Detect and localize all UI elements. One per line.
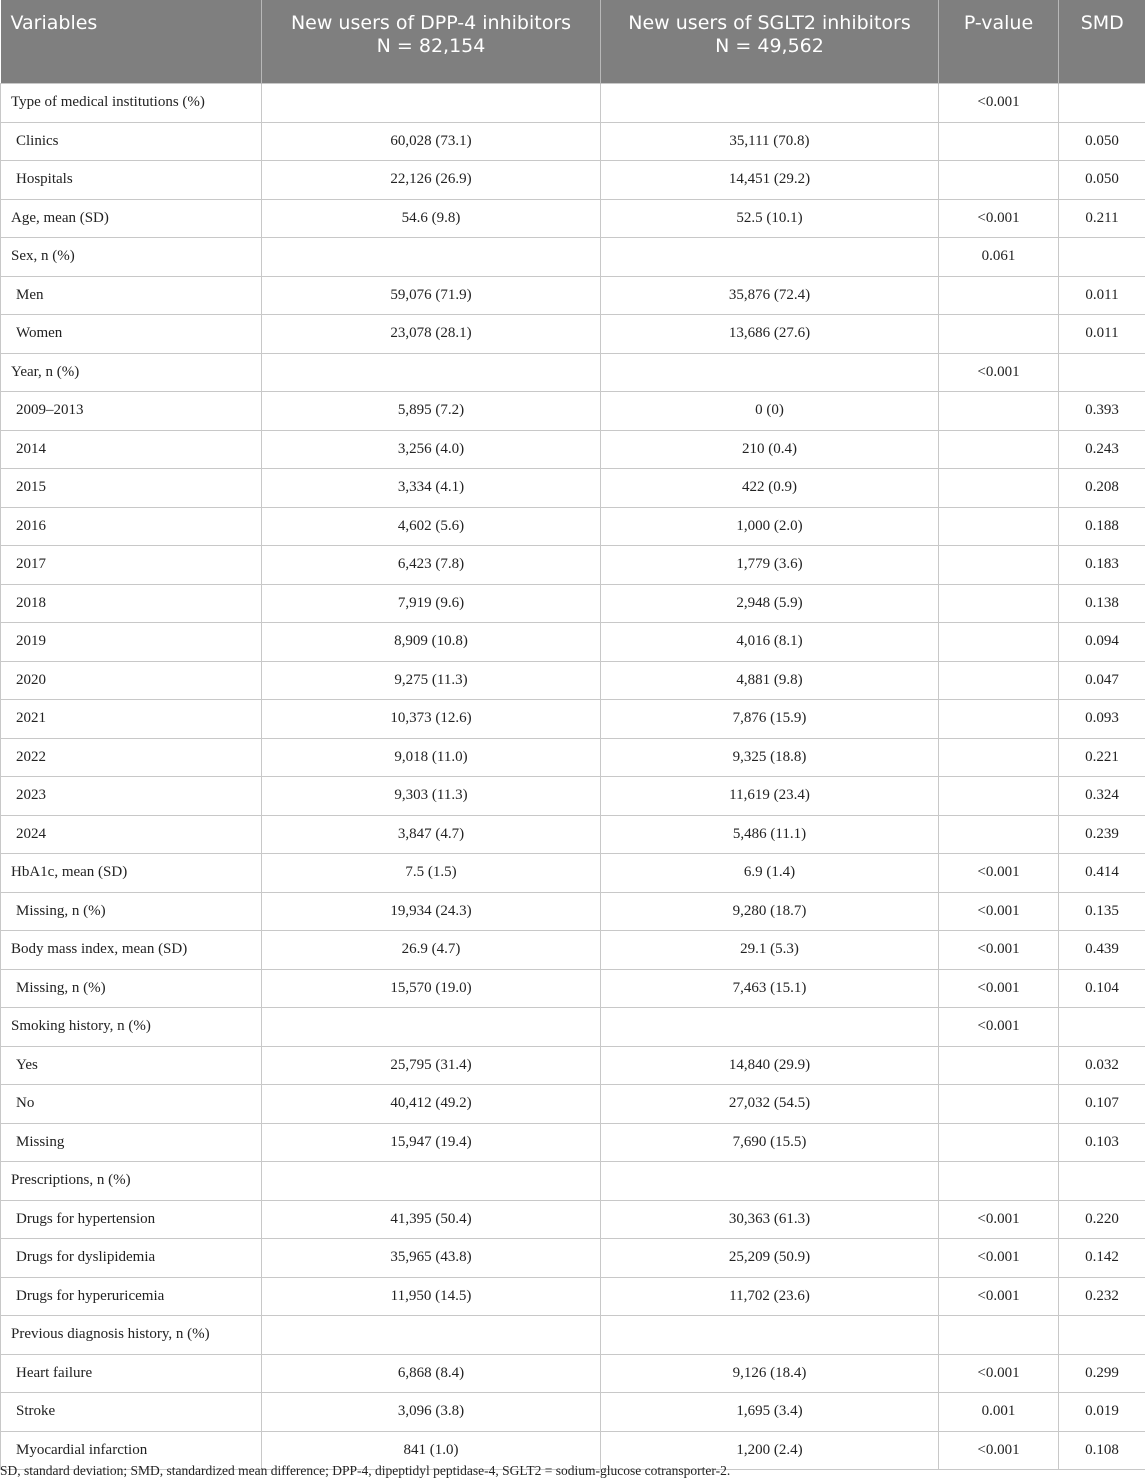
row-smd-cell bbox=[1059, 84, 1145, 123]
row-variable-cell: Missing, n (%) bbox=[1, 969, 262, 1008]
row-pvalue-cell bbox=[939, 430, 1059, 469]
table-row bbox=[1, 469, 1145, 508]
row-smd-cell: 0.211 bbox=[1059, 199, 1145, 238]
row-pvalue-cell: <0.001 bbox=[939, 931, 1059, 970]
row-sglt2-cell: 9,126 (18.4) bbox=[601, 1354, 939, 1393]
header-sglt2 bbox=[601, 0, 939, 84]
row-sglt2-cell: 52.5 (10.1) bbox=[601, 199, 939, 238]
row-dpp4-cell: 8,909 (10.8) bbox=[262, 623, 601, 662]
row-variable-cell: Drugs for dyslipidemia bbox=[1, 1239, 262, 1278]
row-variable-cell: Prescriptions, n (%) bbox=[1, 1162, 262, 1201]
header-smd: SMD bbox=[1059, 0, 1145, 84]
row-sglt2-cell: 9,280 (18.7) bbox=[601, 892, 939, 931]
row-dpp4-cell: 3,334 (4.1) bbox=[262, 469, 601, 508]
table-row bbox=[1, 738, 1145, 777]
row-dpp4-cell: 4,602 (5.6) bbox=[262, 507, 601, 546]
row-pvalue-cell: <0.001 bbox=[939, 1431, 1059, 1470]
row-smd-cell: 0.221 bbox=[1059, 738, 1145, 777]
table-row bbox=[1, 1354, 1145, 1393]
table-row bbox=[1, 161, 1145, 200]
row-dpp4-cell: 9,018 (11.0) bbox=[262, 738, 601, 777]
row-dpp4-cell: 7,919 (9.6) bbox=[262, 584, 601, 623]
row-sglt2-cell: 13,686 (27.6) bbox=[601, 315, 939, 354]
row-variable-cell: 2017 bbox=[1, 546, 262, 585]
row-variable-cell: Previous diagnosis history, n (%) bbox=[1, 1316, 262, 1355]
row-smd-cell: 0.011 bbox=[1059, 315, 1145, 354]
row-smd-cell: 0.232 bbox=[1059, 1277, 1145, 1316]
table-row bbox=[1, 1393, 1145, 1432]
row-dpp4-cell: 23,078 (28.1) bbox=[262, 315, 601, 354]
row-dpp4-cell: 54.6 (9.8) bbox=[262, 199, 601, 238]
row-variable-cell: 2024 bbox=[1, 815, 262, 854]
table-row bbox=[1, 84, 1145, 123]
row-sglt2-cell: 11,702 (23.6) bbox=[601, 1277, 939, 1316]
row-dpp4-cell: 15,570 (19.0) bbox=[262, 969, 601, 1008]
row-pvalue-cell bbox=[939, 161, 1059, 200]
row-variable-cell: Drugs for hypertension bbox=[1, 1200, 262, 1239]
row-smd-cell: 0.019 bbox=[1059, 1393, 1145, 1432]
row-smd-cell: 0.104 bbox=[1059, 969, 1145, 1008]
header-sglt2-label: New users of SGLT2 inhibitors bbox=[628, 12, 911, 34]
row-pvalue-cell bbox=[939, 738, 1059, 777]
row-pvalue-cell bbox=[939, 1162, 1059, 1201]
row-dpp4-cell: 40,412 (49.2) bbox=[262, 1085, 601, 1124]
row-dpp4-cell: 22,126 (26.9) bbox=[262, 161, 601, 200]
row-pvalue-cell bbox=[939, 700, 1059, 739]
row-pvalue-cell bbox=[939, 1123, 1059, 1162]
row-dpp4-cell: 9,303 (11.3) bbox=[262, 777, 601, 816]
row-pvalue-cell bbox=[939, 1046, 1059, 1085]
row-variable-cell: Sex, n (%) bbox=[1, 238, 262, 277]
header-dpp4-label: New users of DPP-4 inhibitors bbox=[290, 12, 572, 34]
row-sglt2-cell: 29.1 (5.3) bbox=[601, 931, 939, 970]
table-body bbox=[1, 84, 1145, 1470]
row-pvalue-cell bbox=[939, 623, 1059, 662]
row-smd-cell bbox=[1059, 1162, 1145, 1201]
row-variable-cell: Men bbox=[1, 276, 262, 315]
row-dpp4-cell bbox=[262, 1008, 601, 1047]
row-dpp4-cell: 3,847 (4.7) bbox=[262, 815, 601, 854]
table-row bbox=[1, 353, 1145, 392]
row-pvalue-cell bbox=[939, 315, 1059, 354]
table-row bbox=[1, 1162, 1145, 1201]
row-pvalue-cell: <0.001 bbox=[939, 1239, 1059, 1278]
header-dpp4-n: N = 82,154 bbox=[376, 35, 486, 57]
row-pvalue-cell bbox=[939, 469, 1059, 508]
row-variable-cell: HbA1c, mean (SD) bbox=[1, 854, 262, 893]
row-sglt2-cell: 6.9 (1.4) bbox=[601, 854, 939, 893]
row-smd-cell bbox=[1059, 353, 1145, 392]
row-sglt2-cell: 1,200 (2.4) bbox=[601, 1431, 939, 1470]
table-header bbox=[1, 0, 1145, 84]
table-row bbox=[1, 315, 1145, 354]
table-row bbox=[1, 584, 1145, 623]
row-pvalue-cell: <0.001 bbox=[939, 1200, 1059, 1239]
row-variable-cell: Yes bbox=[1, 1046, 262, 1085]
row-variable-cell: Heart failure bbox=[1, 1354, 262, 1393]
row-smd-cell: 0.208 bbox=[1059, 469, 1145, 508]
row-pvalue-cell: <0.001 bbox=[939, 1277, 1059, 1316]
row-variable-cell: Smoking history, n (%) bbox=[1, 1008, 262, 1047]
row-sglt2-cell: 2,948 (5.9) bbox=[601, 584, 939, 623]
row-variable-cell: 2022 bbox=[1, 738, 262, 777]
row-smd-cell: 0.138 bbox=[1059, 584, 1145, 623]
row-sglt2-cell bbox=[601, 238, 939, 277]
row-sglt2-cell: 210 (0.4) bbox=[601, 430, 939, 469]
row-smd-cell: 0.107 bbox=[1059, 1085, 1145, 1124]
row-variable-cell: Stroke bbox=[1, 1393, 262, 1432]
header-variables: Variables bbox=[1, 0, 262, 84]
table-row bbox=[1, 1123, 1145, 1162]
row-smd-cell: 0.103 bbox=[1059, 1123, 1145, 1162]
row-sglt2-cell: 422 (0.9) bbox=[601, 469, 939, 508]
row-pvalue-cell: 0.001 bbox=[939, 1393, 1059, 1432]
header-dpp4 bbox=[262, 0, 601, 84]
row-dpp4-cell: 841 (1.0) bbox=[262, 1431, 601, 1470]
table-row bbox=[1, 854, 1145, 893]
table-row bbox=[1, 892, 1145, 931]
row-smd-cell: 0.239 bbox=[1059, 815, 1145, 854]
row-dpp4-cell: 11,950 (14.5) bbox=[262, 1277, 601, 1316]
table-row bbox=[1, 931, 1145, 970]
row-smd-cell: 0.439 bbox=[1059, 931, 1145, 970]
row-smd-cell: 0.011 bbox=[1059, 276, 1145, 315]
row-smd-cell: 0.188 bbox=[1059, 507, 1145, 546]
row-dpp4-cell: 35,965 (43.8) bbox=[262, 1239, 601, 1278]
row-variable-cell: Clinics bbox=[1, 122, 262, 161]
table-row bbox=[1, 1085, 1145, 1124]
table-row bbox=[1, 276, 1145, 315]
row-pvalue-cell bbox=[939, 777, 1059, 816]
row-pvalue-cell bbox=[939, 661, 1059, 700]
row-variable-cell: Missing bbox=[1, 1123, 262, 1162]
row-sglt2-cell: 7,876 (15.9) bbox=[601, 700, 939, 739]
row-sglt2-cell: 35,111 (70.8) bbox=[601, 122, 939, 161]
table-row bbox=[1, 1046, 1145, 1085]
row-smd-cell: 0.414 bbox=[1059, 854, 1145, 893]
table-row bbox=[1, 546, 1145, 585]
row-sglt2-cell: 1,000 (2.0) bbox=[601, 507, 939, 546]
row-sglt2-cell bbox=[601, 84, 939, 123]
table-row bbox=[1, 1316, 1145, 1355]
row-sglt2-cell bbox=[601, 1316, 939, 1355]
row-variable-cell: 2014 bbox=[1, 430, 262, 469]
row-smd-cell bbox=[1059, 1316, 1145, 1355]
row-pvalue-cell bbox=[939, 1316, 1059, 1355]
row-variable-cell: 2016 bbox=[1, 507, 262, 546]
row-variable-cell: Type of medical institutions (%) bbox=[1, 84, 262, 123]
row-sglt2-cell: 25,209 (50.9) bbox=[601, 1239, 939, 1278]
table-row bbox=[1, 661, 1145, 700]
row-variable-cell: Year, n (%) bbox=[1, 353, 262, 392]
row-dpp4-cell bbox=[262, 238, 601, 277]
row-dpp4-cell: 41,395 (50.4) bbox=[262, 1200, 601, 1239]
row-sglt2-cell: 27,032 (54.5) bbox=[601, 1085, 939, 1124]
row-dpp4-cell: 10,373 (12.6) bbox=[262, 700, 601, 739]
row-smd-cell: 0.032 bbox=[1059, 1046, 1145, 1085]
row-smd-cell: 0.050 bbox=[1059, 161, 1145, 200]
row-sglt2-cell bbox=[601, 1008, 939, 1047]
row-dpp4-cell bbox=[262, 353, 601, 392]
table-row bbox=[1, 392, 1145, 431]
table-row bbox=[1, 700, 1145, 739]
row-variable-cell: Age, mean (SD) bbox=[1, 199, 262, 238]
table-row bbox=[1, 507, 1145, 546]
row-sglt2-cell bbox=[601, 353, 939, 392]
row-pvalue-cell: <0.001 bbox=[939, 854, 1059, 893]
row-pvalue-cell bbox=[939, 1085, 1059, 1124]
row-dpp4-cell bbox=[262, 1316, 601, 1355]
row-sglt2-cell: 9,325 (18.8) bbox=[601, 738, 939, 777]
row-sglt2-cell: 7,690 (15.5) bbox=[601, 1123, 939, 1162]
row-pvalue-cell: <0.001 bbox=[939, 199, 1059, 238]
table-row bbox=[1, 1200, 1145, 1239]
row-sglt2-cell: 4,881 (9.8) bbox=[601, 661, 939, 700]
row-dpp4-cell: 19,934 (24.3) bbox=[262, 892, 601, 931]
row-pvalue-cell: <0.001 bbox=[939, 1354, 1059, 1393]
table-row bbox=[1, 1239, 1145, 1278]
row-variable-cell: Women bbox=[1, 315, 262, 354]
row-pvalue-cell bbox=[939, 276, 1059, 315]
row-variable-cell: 2009–2013 bbox=[1, 392, 262, 431]
row-variable-cell: 2018 bbox=[1, 584, 262, 623]
row-sglt2-cell: 35,876 (72.4) bbox=[601, 276, 939, 315]
row-dpp4-cell bbox=[262, 1162, 601, 1201]
row-variable-cell: 2023 bbox=[1, 777, 262, 816]
row-smd-cell: 0.142 bbox=[1059, 1239, 1145, 1278]
row-dpp4-cell: 60,028 (73.1) bbox=[262, 122, 601, 161]
table-footnote: SD, standard deviation; SMD, standardized mean difference; DPP-4, dipeptidyl peptidase-4, SGLT2 = sodium-glucose cotransporter-2. bbox=[0, 1463, 731, 1478]
row-smd-cell: 0.050 bbox=[1059, 122, 1145, 161]
row-variable-cell: Missing, n (%) bbox=[1, 892, 262, 931]
row-variable-cell: 2019 bbox=[1, 623, 262, 662]
row-variable-cell: Myocardial infarction bbox=[1, 1431, 262, 1470]
row-dpp4-cell: 5,895 (7.2) bbox=[262, 392, 601, 431]
row-pvalue-cell: <0.001 bbox=[939, 353, 1059, 392]
row-sglt2-cell: 4,016 (8.1) bbox=[601, 623, 939, 662]
row-smd-cell: 0.108 bbox=[1059, 1431, 1145, 1470]
table-row bbox=[1, 1277, 1145, 1316]
row-pvalue-cell bbox=[939, 122, 1059, 161]
row-smd-cell: 0.220 bbox=[1059, 1200, 1145, 1239]
row-sglt2-cell: 14,451 (29.2) bbox=[601, 161, 939, 200]
row-sglt2-cell: 11,619 (23.4) bbox=[601, 777, 939, 816]
row-dpp4-cell: 3,096 (3.8) bbox=[262, 1393, 601, 1432]
row-variable-cell: Drugs for hyperuricemia bbox=[1, 1277, 262, 1316]
row-sglt2-cell: 7,463 (15.1) bbox=[601, 969, 939, 1008]
row-variable-cell: 2015 bbox=[1, 469, 262, 508]
table-row bbox=[1, 430, 1145, 469]
table-row bbox=[1, 199, 1145, 238]
header-pvalue: P-value bbox=[939, 0, 1059, 84]
row-dpp4-cell: 3,256 (4.0) bbox=[262, 430, 601, 469]
row-dpp4-cell: 6,423 (7.8) bbox=[262, 546, 601, 585]
row-smd-cell: 0.094 bbox=[1059, 623, 1145, 662]
row-smd-cell: 0.047 bbox=[1059, 661, 1145, 700]
row-dpp4-cell: 7.5 (1.5) bbox=[262, 854, 601, 893]
row-pvalue-cell bbox=[939, 546, 1059, 585]
row-pvalue-cell bbox=[939, 392, 1059, 431]
row-sglt2-cell: 0 (0) bbox=[601, 392, 939, 431]
row-smd-cell: 0.135 bbox=[1059, 892, 1145, 931]
row-smd-cell: 0.324 bbox=[1059, 777, 1145, 816]
row-pvalue-cell: <0.001 bbox=[939, 969, 1059, 1008]
row-smd-cell bbox=[1059, 238, 1145, 277]
row-variable-cell: 2021 bbox=[1, 700, 262, 739]
row-smd-cell: 0.299 bbox=[1059, 1354, 1145, 1393]
row-sglt2-cell: 30,363 (61.3) bbox=[601, 1200, 939, 1239]
row-sglt2-cell: 1,695 (3.4) bbox=[601, 1393, 939, 1432]
row-dpp4-cell: 6,868 (8.4) bbox=[262, 1354, 601, 1393]
row-dpp4-cell: 9,275 (11.3) bbox=[262, 661, 601, 700]
row-smd-cell bbox=[1059, 1008, 1145, 1047]
row-dpp4-cell: 15,947 (19.4) bbox=[262, 1123, 601, 1162]
row-variable-cell: Hospitals bbox=[1, 161, 262, 200]
row-dpp4-cell: 59,076 (71.9) bbox=[262, 276, 601, 315]
row-sglt2-cell: 5,486 (11.1) bbox=[601, 815, 939, 854]
row-dpp4-cell bbox=[262, 84, 601, 123]
row-sglt2-cell bbox=[601, 1162, 939, 1201]
row-pvalue-cell: <0.001 bbox=[939, 1008, 1059, 1047]
row-pvalue-cell: <0.001 bbox=[939, 892, 1059, 931]
row-smd-cell: 0.393 bbox=[1059, 392, 1145, 431]
table-row bbox=[1, 623, 1145, 662]
table-row bbox=[1, 238, 1145, 277]
row-dpp4-cell: 26.9 (4.7) bbox=[262, 931, 601, 970]
row-sglt2-cell: 1,779 (3.6) bbox=[601, 546, 939, 585]
row-sglt2-cell: 14,840 (29.9) bbox=[601, 1046, 939, 1085]
row-pvalue-cell bbox=[939, 584, 1059, 623]
table-row bbox=[1, 777, 1145, 816]
row-smd-cell: 0.243 bbox=[1059, 430, 1145, 469]
row-pvalue-cell bbox=[939, 507, 1059, 546]
table-row bbox=[1, 969, 1145, 1008]
header-sglt2-n: N = 49,562 bbox=[715, 35, 824, 57]
row-smd-cell: 0.183 bbox=[1059, 546, 1145, 585]
row-variable-cell: 2020 bbox=[1, 661, 262, 700]
row-variable-cell: No bbox=[1, 1085, 262, 1124]
row-dpp4-cell: 25,795 (31.4) bbox=[262, 1046, 601, 1085]
row-pvalue-cell bbox=[939, 815, 1059, 854]
row-pvalue-cell: <0.001 bbox=[939, 84, 1059, 123]
row-pvalue-cell: 0.061 bbox=[939, 238, 1059, 277]
row-smd-cell: 0.093 bbox=[1059, 700, 1145, 739]
table-row bbox=[1, 122, 1145, 161]
table-row bbox=[1, 1008, 1145, 1047]
table-row bbox=[1, 815, 1145, 854]
row-variable-cell: Body mass index, mean (SD) bbox=[1, 931, 262, 970]
